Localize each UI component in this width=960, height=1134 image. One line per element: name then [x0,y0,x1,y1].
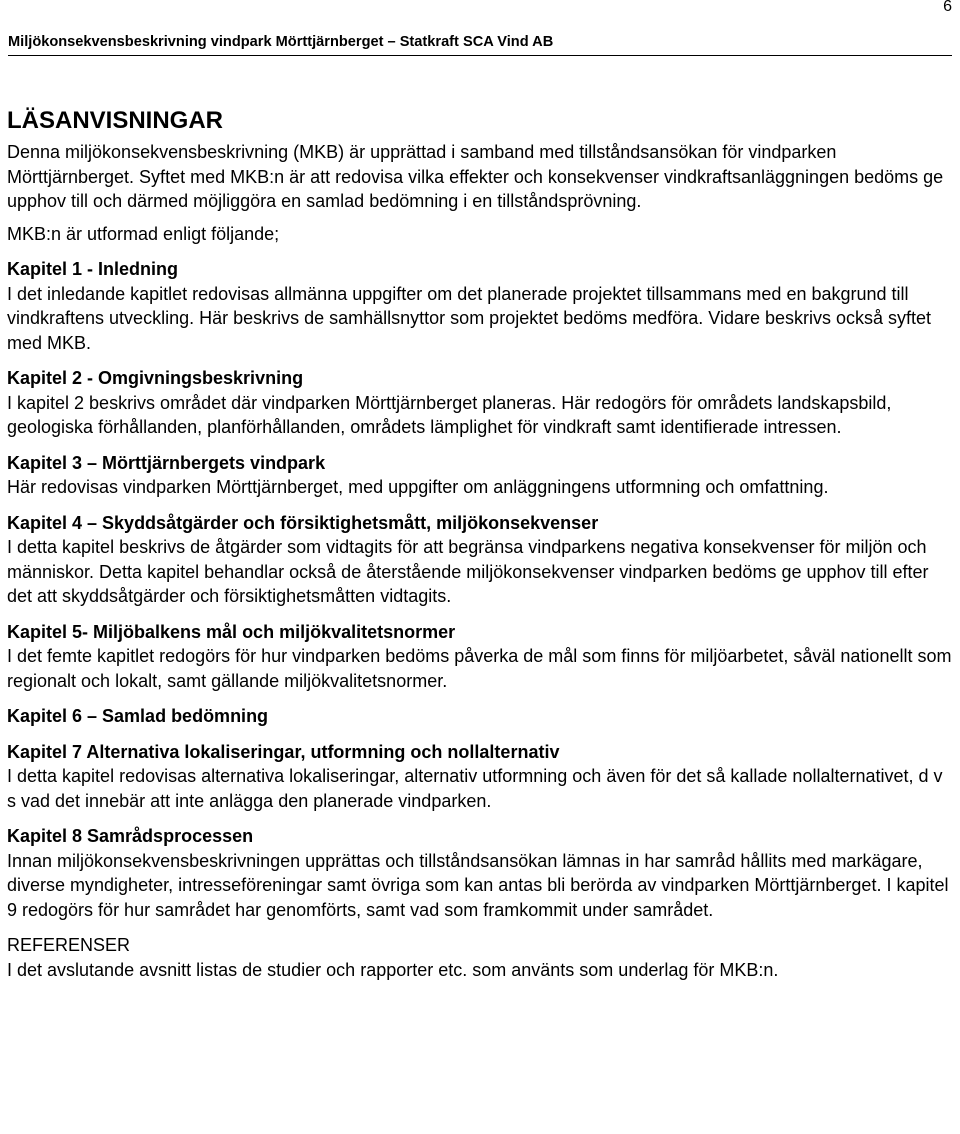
section-body: I detta kapitel redovisas alternativa lokaliseringar, alternativ utformning och även för det så kallade nollalternativet, d v s vad det innebär att inte anlägga den planerade vindparken. [7,766,943,811]
section-body: I detta kapitel beskrivs de åtgärder som vidtagits för att begränsa vindparkens negativa konsekvenser för miljön och människor. Detta kapitel behandlar också de återstående miljökonsekvenser vindparken bedöms ge upphov till efter det att skyddsåtgärder och försiktighetsmåtten vidtagits. [7,537,929,606]
section-title: Kapitel 4 – Skyddsåtgärder och försiktighetsmått, miljökonsekvenser [7,512,599,533]
section-kapitel-4 [7,511,953,609]
section-kapitel-8 [7,824,953,922]
section-kapitel-5 [7,620,953,694]
section-kapitel-7 [7,740,953,814]
page-title: LÄSANVISNINGAR [7,107,224,134]
section-body: I det inledande kapitlet redovisas allmänna uppgifter om det planerade projektet tillsammans med en bakgrund till vindkraftens utveckling. Här beskrivs de samhällsnyttor som projektet bedöms medföra. Vidare beskrivs också syftet med MKB. [7,283,932,353]
section-title: REFERENSER [7,935,131,955]
section-title: Kapitel 5- Miljöbalkens mål och miljökvalitetsnormer [7,621,456,642]
section-referenser [7,933,953,982]
section-title: Kapitel 8 Samrådsprocessen [7,826,254,846]
section-kapitel-2 [7,366,953,440]
running-header: Miljökonsekvensbeskrivning vindpark Mörttjärnberget – Statkraft SCA Vind AB [8,34,952,56]
intro-paragraph: Denna miljökonsekvensbeskrivning (MKB) är upprättad i samband med tillståndsansökan för vindparken Mörttjärnberget. Syftet med MKB:n är att redovisa vilka effekter och konsekvenser vindkraftsanläggningen bedöms ge upphov till och därmed möjliggöra en samlad bedömning i en tillståndsprövning. [7,142,944,211]
section-title: Kapitel 6 – Samlad bedömning [7,706,269,726]
structure-intro: MKB:n är utformad enligt följande; [7,223,280,244]
document-body [7,106,953,982]
section-body: I det avslutande avsnitt listas de studier och rapporter etc. som använts som underlag för MKB:n. [7,959,779,980]
section-title: Kapitel 7 Alternativa lokaliseringar, utformning och nollalternativ [7,741,560,762]
section-kapitel-6 [7,704,953,729]
section-body: I kapitel 2 beskrivs området där vindparken Mörttjärnberget planeras. Här redogörs för områdets landskapsbild, geologiska förhållanden, planförhållanden, områdets lämplighet för vindkraft samt identifierade intressen. [7,392,892,437]
section-body: Innan miljökonsekvensbeskrivningen upprättas och tillståndsansökan lämnas in har samråd hållits med markägare, diverse myndigheter, intresseföreningar samt övriga som kan antas bli berörda av vindparken Mörttjärnberget. I kapitel 9 redogörs för hur samrådet har genomförts, samt vad som framkommit under samrådet. [7,850,949,920]
section-title: Kapitel 2 - Omgivningsbeskrivning [7,368,304,388]
section-body: I det femte kapitlet redogörs för hur vindparken bedöms påverka de mål som finns för miljöarbetet, såväl nationellt som regionalt och lokalt, samt gällande miljökvalitetsnormer. [7,646,952,691]
section-kapitel-1 [7,257,953,355]
section-title: Kapitel 1 - Inledning [7,259,179,279]
page-number: 6 [943,0,952,15]
section-kapitel-3 [7,451,953,500]
section-title: Kapitel 3 – Mörttjärnbergets vindpark [7,452,326,473]
section-body: Här redovisas vindparken Mörttjärnberget, med uppgifter om anläggningens utformning och omfattning. [7,477,829,497]
